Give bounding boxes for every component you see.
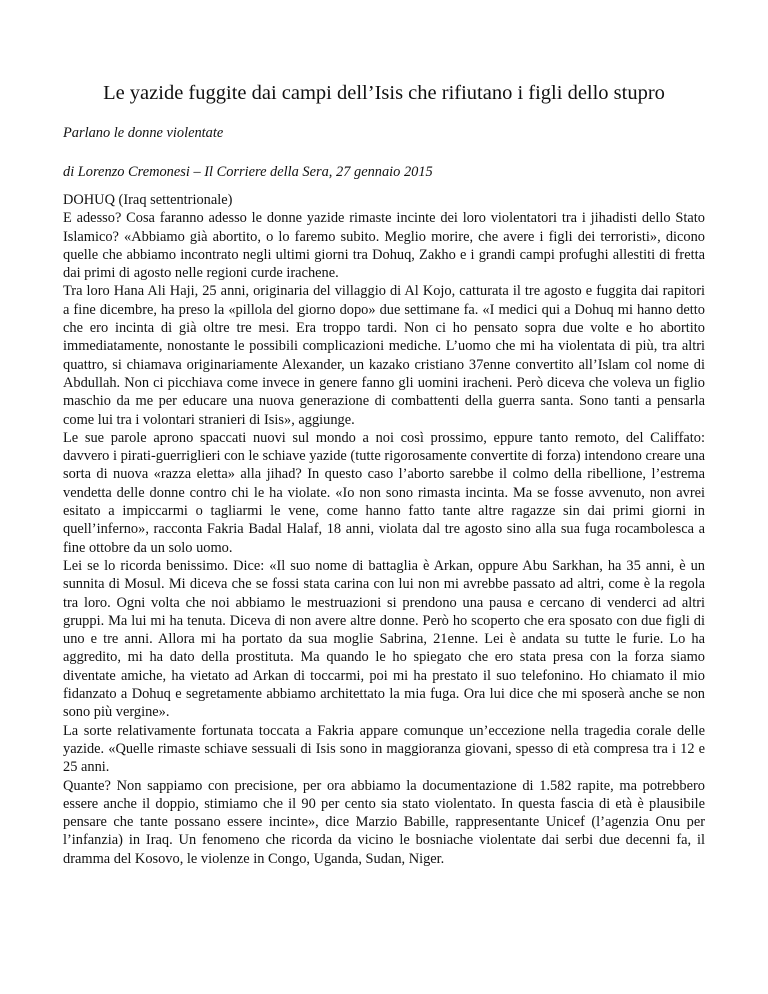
article-byline: di Lorenzo Cremonesi – Il Corriere della Sera, 27 gennaio 2015 <box>63 164 433 180</box>
article-paragraph: Lei se lo ricorda benissimo. Dice: «Il suo nome di battaglia è Arkan, oppure Abu Sarkhan, ha 35 anni, è un sunnita di Mosul. Mi diceva che se fossi stata carina con lui non mi avrebbe passato ad altri, come è la regola tra loro. Ogni volta che noi abbiamo le mestruazioni si prendono una pausa e cercano di venderci ad altri gruppi. Ma lui mi ha tenuta. Diceva di non avere altre donne. Però ho scoperto che era sposato con due figli di uno e tre anni. Allora mi ha portato da sua moglie Sabrina, 21enne. Lei è andata su tutte le furie. Lo ha aggredito, mi ha dato della prostituta. Ma quando le ho spiegato che ero stata presa con la forza siamo diventate amiche, ha vietato ad Arkan di toccarmi, poi mi ha prestato il suo telefonino. Ho chiamato il mio fidanzato a Dohuq e segretamente abbiamo architettato la mia fuga. Ora lui dice che mi sposerà anche se non sono più vergine». <box>63 557 705 721</box>
article-paragraph: La sorte relativamente fortunata toccata a Fakria appare comunque un’eccezione nella tragedia corale delle yazide. «Quelle rimaste schiave sessuali di Isis sono in maggioranza giovani, spesso di età compresa tra i 12 e 25 anni. <box>63 722 705 776</box>
article-subtitle: Parlano le donne violentate <box>63 125 224 141</box>
article-title: Le yazide fuggite dai campi dell’Isis che rifiutano i figli dello stupro <box>103 82 665 104</box>
article-body <box>63 209 705 868</box>
article-dateline: DOHUQ (Iraq settentrionale) <box>63 192 233 208</box>
article-paragraph: Tra loro Hana Ali Haji, 25 anni, originaria del villaggio di Al Kojo, catturata il tre agosto e fuggita dai rapitori a fine dicembre, ha preso la «pillola del giorno dopo» due settimane fa. «I medici qui a Dohuq mi hanno detto che ero incinta di già oltre tre mesi. Era troppo tardi. Non ci ho pensato sopra due volte e ho abortito immediatamente, nonostante le possibili complicazioni mediche. L’uomo che mi ha violentata di più, tra altri quattro, si chiamava originariamente Alexander, un kazako cristiano 37enne convertito all’Islam col nome di Abdullah. Non ci picchiava come invece in genere fanno gli uomini iracheni. Però diceva che voleva un figlio maschio da me per educare una nuova generazione di combattenti della guerra santa. Sono tanti a pensarla come lui tra i volontari stranieri di Isis», aggiunge. <box>63 283 705 428</box>
article-paragraph: Le sue parole aprono spaccati nuovi sul mondo a noi così prossimo, eppure tanto remoto, del Califfato: davvero i pirati-guerriglieri con le schiave yazide (tutte rigorosamente convertite di forza) intendono creare una sorta di nuova «razza eletta» alla jihad? In questo caso l’aborto sarebbe il colmo della ribellione, l’estrema vendetta delle donne contro chi le ha violate. «Io non sono rimasta incinta. Ma se fosse avvenuto, non avrei esitato a impiccarmi o tagliarmi le vene, come hanno fatto tante altre ragazze sin dai primi giorni in quell’inferno», racconta Fakria Badal Halaf, 18 anni, violata dal tre agosto sino alla sua fuga rocambolesca a fine ottobre da un solo uomo. <box>63 429 705 556</box>
article-paragraph: Quante? Non sappiamo con precisione, per ora abbiamo la documentazione di 1.582 rapite, ma potrebbero essere anche il doppio, stimiamo che il 90 per cento sia stato violentato. In questa fascia di età è plausibile pensare che tante possano essere incinte», dice Marzio Babille, rappresentante Unicef (l’agenzia Onu per l’infanzia) in Iraq. Un fenomeno che ricorda da vicino le bosniache violentate dai serbi due decenni fa, il dramma del Kosovo, le violenze in Congo, Uganda, Sudan, Niger. <box>63 777 705 867</box>
article-paragraph: E adesso? Cosa faranno adesso le donne yazide rimaste incinte dei loro violentatori tra i jihadisti dello Stato Islamico? «Abbiamo già abortito, o lo faremo subito. Meglio morire, che avere i figli dei terroristi», dicono quelle che abbiamo incontrato negli ultimi giorni tra Dohuq, Zakho e i grandi campi profughi allestiti di fretta dai primi di agosto nelle regioni curde irachene. <box>63 210 705 282</box>
